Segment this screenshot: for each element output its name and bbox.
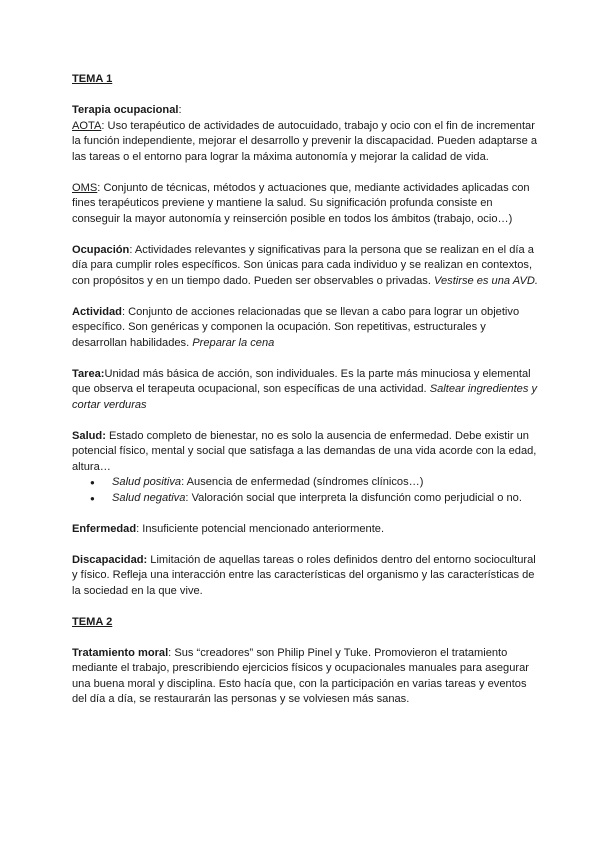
tratamiento-moral-definition (72, 646, 542, 708)
ocupacion-example: Vestirse es una AVD. (434, 274, 539, 287)
list-item (90, 475, 542, 491)
salud-negativa-term: Salud negativa (112, 491, 186, 504)
tratamiento-term: Tratamiento moral (72, 646, 169, 659)
ocupacion-term: Ocupación (72, 243, 130, 256)
terapia-term: Terapia ocupacional (72, 104, 179, 116)
salud-negativa-text: : Valoración social que interpreta la disfunción como perjudicial o no. (185, 491, 522, 504)
salud-definition (72, 429, 542, 476)
discapacidad-definition (72, 553, 542, 600)
oms-text: : Conjunto de técnicas, métodos y actuaciones que, mediante actividades aplicadas con fines terapéuticos previene y mantiene la salud. Su significación profunda consiste en conseguir la mayor autonomía y reinserción posible en todos los ámbitos (trabajo, ocio…) (72, 181, 530, 225)
terapia-ocupacional-label (72, 103, 542, 119)
enfermedad-text: : Insuficiente potencial mencionado anteriormente. (136, 522, 385, 535)
oms-definition (72, 181, 542, 228)
aota-text: : Uso terapéutico de actividades de autocuidado, trabajo y ocio con el fin de incrementar la función independiente, mejorar el desarrollo y prevenir la discapacidad. Pueden adaptarse a las tareas o el entorno para lograr la máxima autonomía y mejorar la calidad de vida. (72, 119, 538, 163)
terapia-colon: : (178, 104, 182, 116)
actividad-text: : Conjunto de acciones relacionadas que se llevan a cabo para lograr un objetivo específico. Son genéricas y componen la ocupación. Son repetitivas, estructurales y desarrollan habilidades. (72, 305, 520, 349)
discapacidad-term: Discapacidad: (72, 553, 148, 566)
salud-positiva-text: : Ausencia de enfermedad (síndromes clínicos…) (181, 476, 424, 488)
document-content (72, 72, 542, 708)
actividad-definition (72, 305, 542, 352)
enfermedad-term: Enfermedad (72, 522, 137, 535)
tarea-example: Saltear ingredientes y cortar verduras (72, 383, 538, 411)
tratamiento-text: : Sus “creadores” son Philip Pinel y Tuke. Promovieron el tratamiento mediante el trabajo, prescribiendo ejercicios físicos y ocupacionales manuales para asegurar una buena moral y disciplina. Esto hacía que, con la participación en varias tareas y eventos del día a día, se restaurarán las personas y se volviesen más sanas. (72, 646, 529, 705)
oms-term: OMS (72, 181, 98, 194)
salud-bullet-list (72, 475, 542, 506)
discapacidad-text: Limitación de aquellas tareas o roles definidos dentro del entorno sociocultural y físico. Refleja una interacción entre las características del organismo y las características de la sociedad en la que vive. (72, 553, 536, 597)
actividad-term: Actividad (72, 305, 122, 318)
tema2-heading: TEMA 2 (72, 615, 113, 628)
actividad-example: Preparar la cena (192, 336, 275, 349)
tarea-term: Tarea: (72, 367, 105, 380)
ocupacion-text: : Actividades relevantes y significativas para la persona que se realizan en el día a día para cumplir roles específicos. Son únicas para cada individuo y se realizan en contextos, con propósitos y en un tiempo dado. Pueden ser observables o privadas. (72, 243, 534, 287)
aota-term: AOTA (72, 119, 102, 132)
list-item (90, 491, 542, 507)
enfermedad-definition (72, 522, 542, 538)
salud-term: Salud: (72, 429, 106, 442)
ocupacion-definition (72, 243, 542, 290)
aota-definition (72, 119, 542, 166)
tema1-heading: TEMA 1 (72, 73, 113, 85)
tarea-text: Unidad más básica de acción, son individuales. Es la parte más minuciosa y elemental que observa el terapeuta ocupacional, son específicas de una actividad. (72, 367, 531, 395)
salud-positiva-term: Salud positiva (112, 476, 182, 488)
tarea-definition (72, 367, 542, 414)
salud-text: Estado completo de bienestar, no es solo la ausencia de enfermedad. Debe existir un potencial físico, mental y social que satisfaga a las demandas de una vida acorde con la edad, altura… (72, 429, 537, 473)
